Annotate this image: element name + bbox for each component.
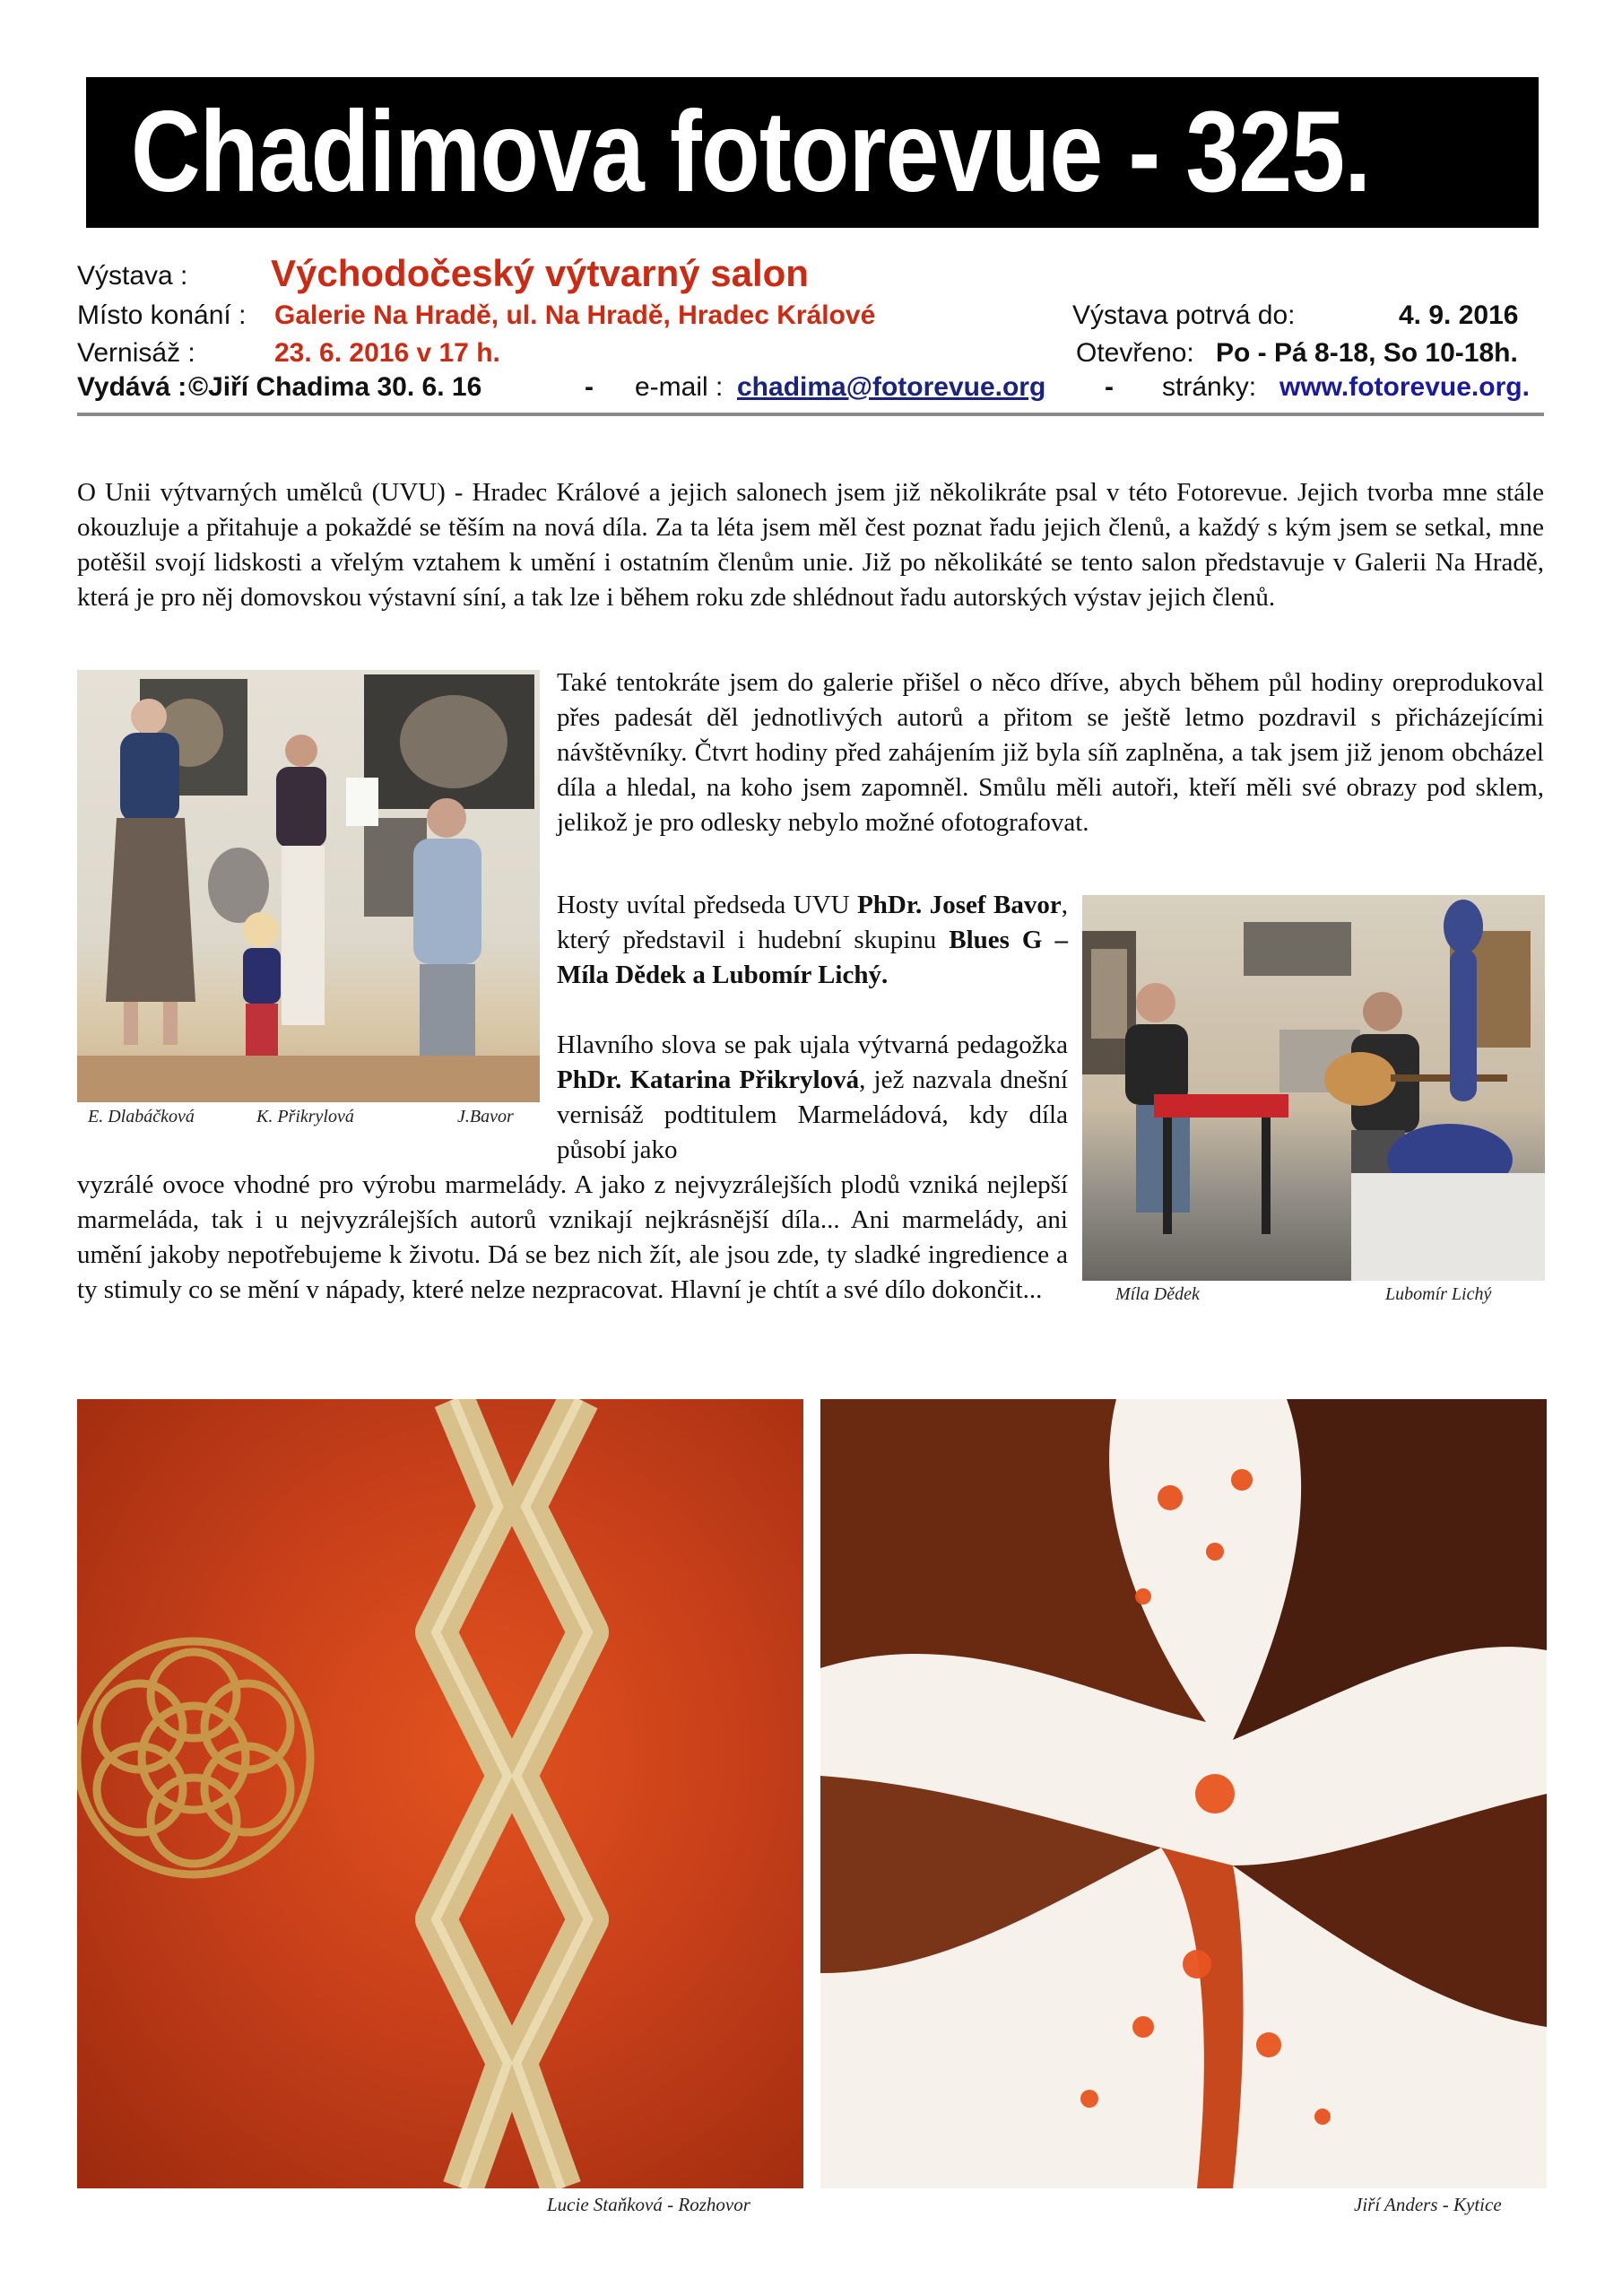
misto-label: Místo konání : xyxy=(77,300,247,330)
publisher: ©Jiří Chadima 30. 6. 16 xyxy=(188,372,482,402)
vernisaz-label: Vernisáž : xyxy=(77,338,195,368)
band-name: Blues G – Míla Dědek a Lubomír Lichý. xyxy=(557,926,1068,989)
website-link[interactable]: www.fotorevue.org. xyxy=(1279,372,1530,402)
separator-dash: - xyxy=(585,372,594,402)
opening-hours: Po - Pá 8-18, So 10-18h. xyxy=(1216,338,1518,368)
host-name: PhDr. Josef Bavor xyxy=(857,891,1062,919)
paragraph-hosts xyxy=(557,888,1068,993)
hosts-text: Hosty uvítal předseda UVU xyxy=(557,891,858,919)
vystava-label: Výstava : xyxy=(77,261,188,291)
vernisaz-value: 23. 6. 2016 v 17 h. xyxy=(274,338,500,368)
hosts-text-2: , který představil i hudební skupinu xyxy=(557,891,1069,954)
caption-photo1-middle: K. Přikrylová xyxy=(256,1107,354,1126)
speech-text-2: , jež nazvala dnešní vernisáž podtitulem Marmeládová, kdy díla působí jako xyxy=(557,1065,1068,1164)
separator-dash: - xyxy=(1105,372,1114,402)
potrva-label: Výstava potrvá do: xyxy=(1072,300,1296,330)
painting-kytice xyxy=(820,1399,1547,2188)
painting-rozhovor xyxy=(77,1399,803,2188)
caption-photo1-right: J.Bavor xyxy=(457,1107,514,1126)
photo-speakers xyxy=(77,670,540,1102)
page-title: Chadimova fotorevue - 325. xyxy=(131,88,1371,216)
paragraph-speech xyxy=(557,1028,1068,1168)
venue-value: Galerie Na Hradě, ul. Na Hradě, Hradec Králové xyxy=(274,300,876,330)
speech-text: Hlavního slova se pak ujala výtvarná pedagožka xyxy=(557,1031,1068,1059)
exhibition-name: Východočeský výtvarný salon xyxy=(271,252,809,294)
stranky-label: stránky: xyxy=(1162,372,1257,402)
caption-photo2-right: Lubomír Lichý xyxy=(1385,1284,1492,1304)
speaker-name: PhDr. Katarina Přikrylová xyxy=(557,1065,860,1094)
otevreno-label: Otevřeno: xyxy=(1076,338,1194,368)
paragraph-marmalade: vyzrálé ovoce vhodné pro výrobu marmelády. A jako z nejvyzrálejších plodů vzniká nejlepší marmeláda, tak i u nejvyzrálejších autorů vznikají nejkrásnější díla... Ani marmelády, ani umění jakoby nepotřebujeme k životu. Dá se bez nich žít, ale jsou zde, ty sladké ingredience a ty stimuly co se mění v nápady, které nelze nezpracovat. Hlavní je chtít a své dílo dokončit... xyxy=(77,1170,1068,1304)
end-date: 4. 9. 2016 xyxy=(1399,300,1519,330)
caption-photo2-left: Míla Dědek xyxy=(1115,1284,1200,1304)
email-link[interactable]: chadima@fotorevue.org xyxy=(737,372,1046,402)
title-banner xyxy=(86,77,1539,228)
caption-photo1-left: E. Dlabáčková xyxy=(88,1107,195,1126)
caption-painting1: Lucie Staňková - Rozhovor xyxy=(547,2194,750,2215)
vydava-label: Vydává : xyxy=(77,372,187,402)
paragraph-intro: O Unii výtvarných umělců (UVU) - Hradec Králové a jejich salonech jsem již několikráte psal v této Fotorevue. Jejich tvorba mne stále okouzluje a přitahuje a pokaždé se těším na nová díla. Za ta léta jsem měl čest poznat řadu jejich členů, a každý s kým jsem se setkal, mne potěšil svojí lidskosti a vřelým vztahem k umění i ostatním členům unie. Již po několikáté se tento salon představuje v Galerii Na Hradě, která je pro něj domovskou výstavní síní, a tak lze i během roku zde shlédnout řadu autorských výstav jejich členů. xyxy=(77,478,1544,612)
photo-musicians xyxy=(1082,895,1545,1281)
caption-painting2: Jiří Anders - Kytice xyxy=(1354,2194,1502,2215)
divider xyxy=(77,413,1544,416)
paragraph-arrival: Také tentokráte jsem do galerie přišel o něco dříve, abych během půl hodiny oreprodukoval přes padesát děl jednotlivých autorů a přitom se ještě letmo pozdravil s přicházejícími návštěvníky. Čtvrt hodiny před zahájením již byla síň zaplněna, a tak jsem již jenom obcházel díla a hledal, na koho jsem zapomněl. Smůlu měli autoři, kteří měli své obrazy pod sklem, jelikož je pro odlesky nebylo možné ofotografovat. xyxy=(557,668,1544,837)
email-label: e-mail : xyxy=(635,372,724,402)
